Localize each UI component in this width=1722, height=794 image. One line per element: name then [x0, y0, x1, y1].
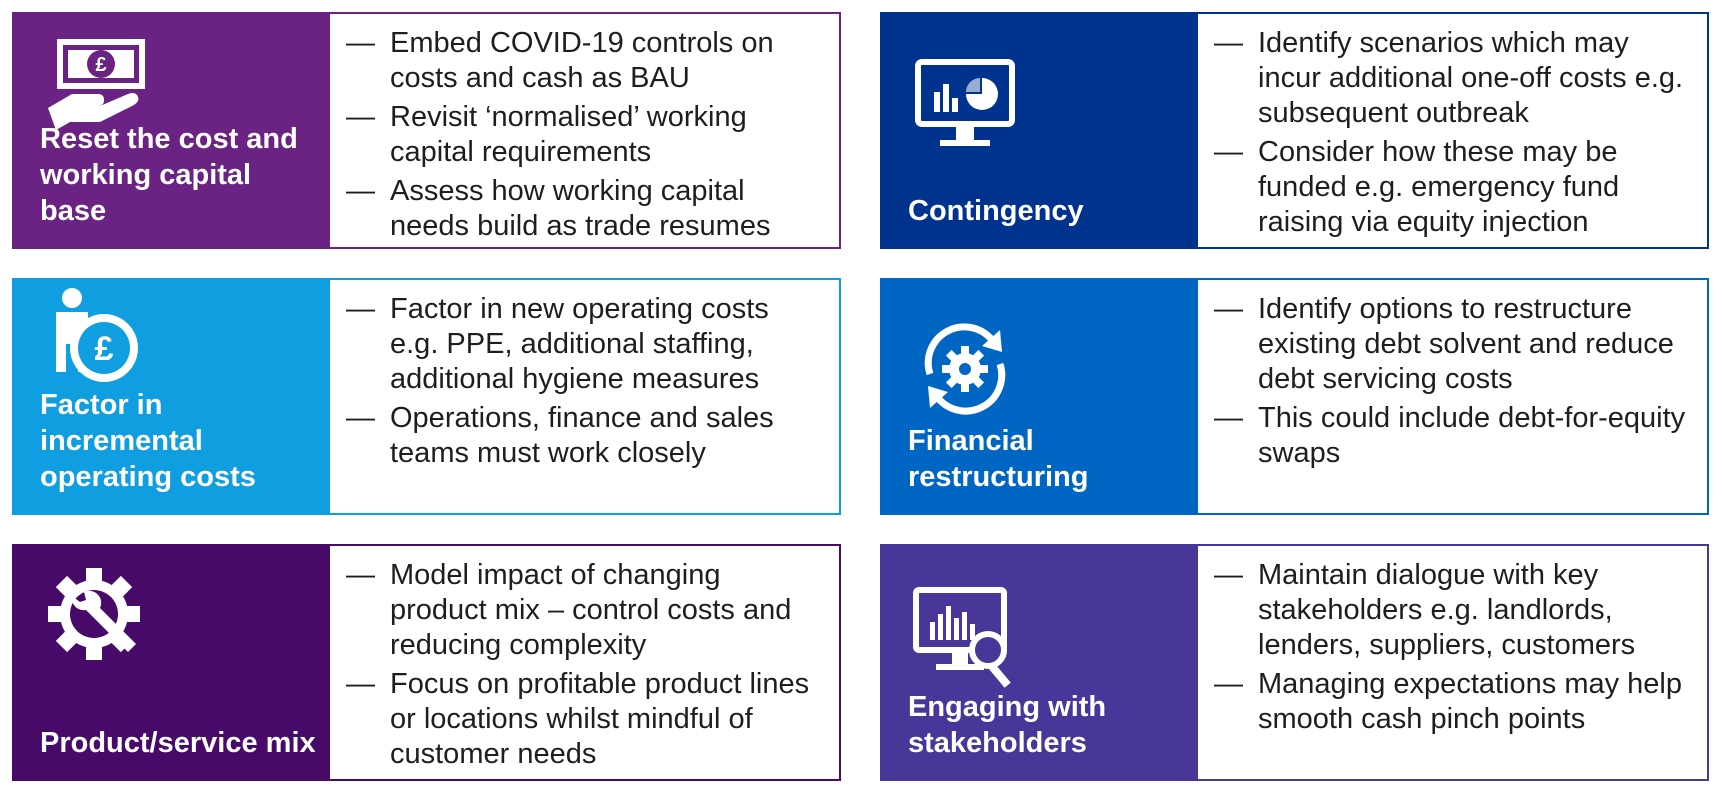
monitor-magnifier-icon [910, 584, 1020, 694]
bullet-dash: — [346, 27, 375, 59]
bullet-dash: — [346, 175, 375, 207]
bullet-text: This could include debt-for-equity swaps [1258, 402, 1686, 469]
card-financial-restructuring [880, 278, 1709, 515]
bullet-text: Assess how working capital needs build as trade resumes [390, 175, 771, 242]
bullet-dash: — [346, 101, 375, 133]
card-description [1198, 278, 1709, 515]
card-title: Factor in incremental operating costs [40, 389, 256, 493]
person-coin-icon [42, 284, 152, 394]
wrench-gear-icon [42, 560, 152, 670]
bullet-item [346, 401, 825, 471]
card-tile [880, 12, 1198, 249]
card-tile [880, 544, 1198, 781]
bullet-item [1214, 667, 1693, 737]
bullet-item [346, 26, 825, 96]
bullet-text: Operations, finance and sales teams must work closely [390, 402, 774, 469]
bullet-dash: — [1214, 402, 1243, 434]
svg-text:£: £ [94, 330, 114, 368]
card-contingency [880, 12, 1709, 249]
bullet-item [346, 558, 825, 663]
card-title: Contingency [908, 195, 1084, 227]
svg-text:£: £ [95, 54, 107, 76]
card-stakeholders [880, 544, 1709, 781]
bullet-dash: — [1214, 293, 1243, 325]
bullet-item [346, 667, 825, 772]
bullet-text: Factor in new operating costs e.g. PPE, additional staffing, additional hygiene measures [390, 293, 769, 395]
card-description [1198, 544, 1709, 781]
monitor-chart-icon [910, 52, 1020, 162]
card-incremental-costs [12, 278, 841, 515]
bullet-dash: — [1214, 136, 1243, 168]
card-description [330, 12, 841, 249]
card-title: Engaging with stakeholders [908, 691, 1107, 759]
bullet-text: Focus on profitable product lines or locations whilst mindful of customer needs [390, 668, 810, 770]
bullet-text: Revisit ‘normalised’ working capital requirements [390, 101, 747, 168]
card-title: Reset the cost and working capital base [40, 123, 298, 227]
card-description [330, 278, 841, 515]
bullet-text: Consider how these may be funded e.g. emergency fund raising via equity injection [1258, 136, 1620, 238]
card-tile [12, 12, 330, 249]
bullet-item [346, 174, 825, 244]
card-description [1198, 12, 1709, 249]
card-tile [12, 278, 330, 515]
bullet-dash: — [1214, 27, 1243, 59]
bullet-dash: — [346, 293, 375, 325]
bullet-item [346, 292, 825, 397]
bullet-dash: — [1214, 668, 1243, 700]
bullet-item [1214, 135, 1693, 240]
bullet-item [1214, 26, 1693, 131]
bullet-dash: — [346, 668, 375, 700]
bullet-dash: — [346, 402, 375, 434]
bullet-text: Identify options to restructure existing debt solvent and reduce debt servicing costs [1258, 293, 1674, 395]
card-tile [12, 544, 330, 781]
card-reset-cost [12, 12, 841, 249]
bullet-text: Managing expectations may help smooth cash pinch points [1258, 668, 1682, 735]
bullet-item [1214, 292, 1693, 397]
bullet-text: Maintain dialogue with key stakeholders e.g. landlords, lenders, suppliers, customers [1258, 559, 1636, 661]
bullet-text: Identify scenarios which may incur additional one-off costs e.g. subsequent outbreak [1258, 27, 1684, 129]
bullet-item [1214, 558, 1693, 663]
card-product-mix [12, 544, 841, 781]
gear-cycle-icon [910, 314, 1020, 424]
card-description [330, 544, 841, 781]
bullet-item [346, 100, 825, 170]
bullet-dash: — [346, 559, 375, 591]
card-tile [880, 278, 1198, 515]
bullet-text: Embed COVID-19 controls on costs and cash as BAU [390, 27, 774, 94]
bullet-text: Model impact of changing product mix – control costs and reducing complexity [390, 559, 792, 661]
bullet-dash: — [1214, 559, 1243, 591]
bullet-item [1214, 401, 1693, 471]
card-title: Financial restructuring [908, 425, 1089, 493]
card-title: Product/service mix [40, 727, 316, 759]
